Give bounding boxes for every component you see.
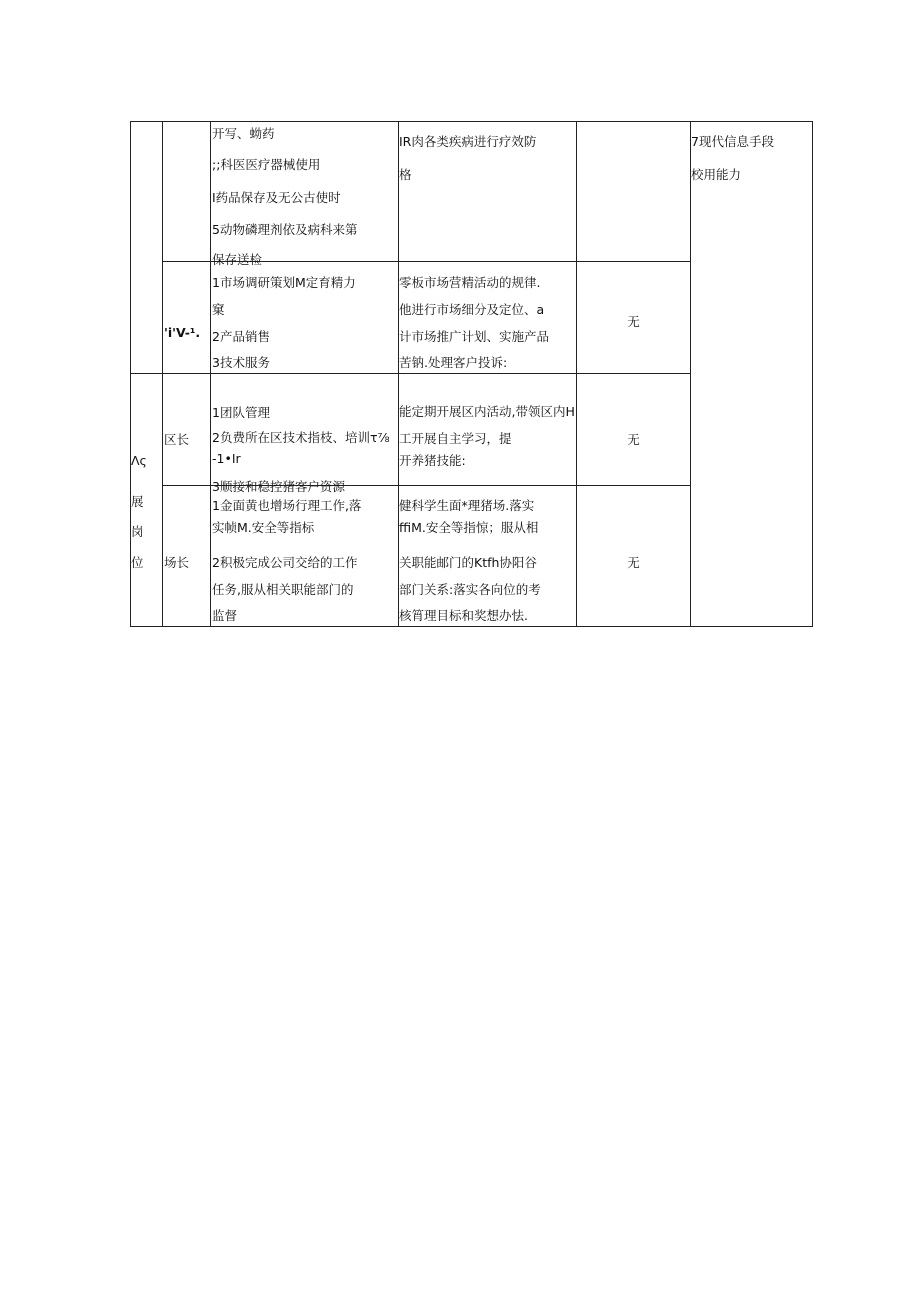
category-label-line2: 展 bbox=[131, 494, 144, 509]
duty-line: 5动物磷理剂依及病科来第 bbox=[212, 222, 358, 237]
requirement-line: 计市场推广计划、实施产品 bbox=[399, 329, 550, 344]
duty-line: 保存送检 bbox=[212, 252, 263, 267]
requirement-line: 苦钠.处理客户投诉: bbox=[399, 355, 508, 370]
duties-cell-row1 bbox=[211, 122, 397, 267]
none-value-row3: 无 bbox=[627, 432, 640, 447]
table-border-right bbox=[812, 121, 813, 627]
duties-cell-row3 bbox=[211, 374, 397, 494]
col-divider-3 bbox=[398, 121, 399, 627]
table-border-left bbox=[130, 121, 131, 627]
duty-line: 监督 bbox=[212, 608, 238, 623]
duty-line: 1市场调研策划M定育精力 bbox=[212, 275, 356, 290]
requirement-line: 健科学生面*理猪场.落实 bbox=[399, 498, 535, 513]
duty-line: 3技术服务 bbox=[212, 355, 270, 370]
ability-line: 校用能力 bbox=[691, 167, 742, 182]
requirement-line: ffiM.安全等指惊；服从相 bbox=[399, 520, 539, 535]
table-border-bottom bbox=[130, 626, 813, 627]
ability-line: 7现代信息手段 bbox=[691, 134, 774, 149]
duty-line: 3顺接和稳控猪客户资源 bbox=[212, 479, 345, 494]
none-value-row2: 无 bbox=[627, 314, 640, 329]
requirement-line: 零板市场营精活动的规律. bbox=[399, 275, 541, 290]
duty-line: I药品保存及无公古使时 bbox=[212, 190, 341, 205]
duty-line: ;;科医医疗器械使用 bbox=[212, 157, 321, 172]
requirement-line: 能定期开展区内活动,带领区内H bbox=[399, 404, 575, 419]
duty-line: 1金面黄也增场行理工作,落 bbox=[212, 498, 362, 513]
duty-line: 开写、蚴药 bbox=[212, 126, 275, 141]
col-divider-5 bbox=[690, 121, 691, 627]
requirement-line: 核筲理目标和奖想办怯. bbox=[399, 608, 528, 623]
position-label-row3: 区长 bbox=[164, 432, 190, 447]
category-label-line3: 岗 bbox=[131, 524, 144, 539]
duty-line: -1•Ir bbox=[212, 451, 241, 466]
col-divider-1 bbox=[162, 121, 163, 627]
category-label-line1: Λς bbox=[131, 453, 147, 468]
position-label-row2: 'i'V-¹. bbox=[164, 325, 201, 340]
requirement-line: 格 bbox=[399, 167, 412, 182]
requirement-line: IR肉各类疾病进行疗效防 bbox=[399, 134, 537, 149]
requirement-line: 工开展自主学习，提 bbox=[399, 431, 512, 446]
requirement-line: 关职能邮门的Ktfh协阳谷 bbox=[399, 555, 537, 570]
duty-line: 2负费所在区技术指枝、培训τ⅞ bbox=[212, 430, 390, 445]
requirement-line: 开养猪技能: bbox=[399, 453, 466, 468]
none-value-row4: 无 bbox=[627, 555, 640, 570]
duty-line: 2产品销售 bbox=[212, 329, 270, 344]
duty-line: 1团队管理 bbox=[212, 405, 270, 420]
duty-line: 实帧M.安全等指标 bbox=[212, 520, 315, 535]
requirement-line: 部门关系:落实各向位的考 bbox=[399, 582, 541, 597]
duty-line: 任务,服从相关职能部门的 bbox=[212, 582, 354, 597]
col-divider-4 bbox=[576, 121, 577, 627]
requirement-line: 他进行市场细分及定位、a bbox=[399, 302, 545, 317]
duty-line: 窠 bbox=[212, 302, 225, 317]
category-label-line4: 位 bbox=[131, 555, 144, 570]
position-label-row4: 场长 bbox=[164, 555, 190, 570]
duty-line: 2积极完成公司交给的工作 bbox=[212, 555, 358, 570]
